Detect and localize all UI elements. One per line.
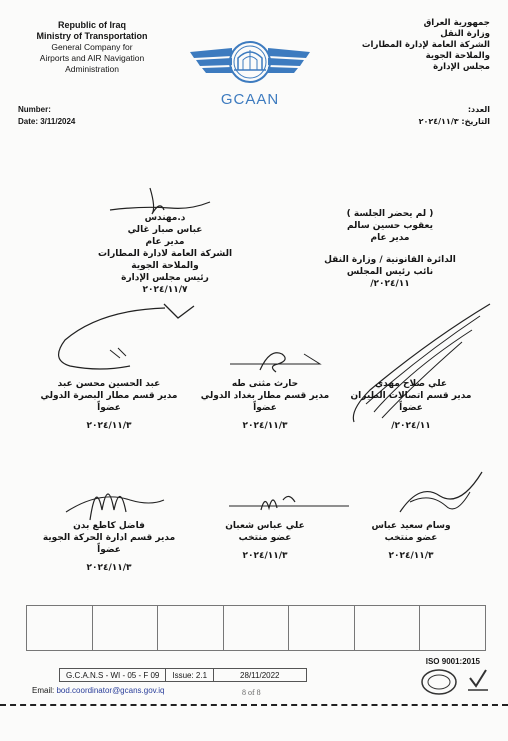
email-line bbox=[32, 686, 165, 695]
reference-ar bbox=[419, 104, 490, 128]
page-edge-divider bbox=[0, 704, 508, 708]
signature-basra bbox=[40, 300, 180, 380]
reference-en bbox=[18, 104, 75, 128]
signatory-position: مدير عام bbox=[145, 237, 185, 247]
signatory-org: الدائرة القانونية / وزارة النقل bbox=[324, 255, 456, 265]
header-en-line2: Ministry of Transportation bbox=[36, 31, 148, 41]
table-cell bbox=[92, 606, 158, 650]
page-number: 8 of 8 bbox=[242, 688, 261, 697]
signatory-note: ( لم يحضر الجلسة ) bbox=[346, 209, 434, 219]
signatory-role: عضواً bbox=[97, 545, 121, 555]
form-code: G.C.A.N.S - WI - 05 - F 09 bbox=[59, 668, 166, 682]
table-cell bbox=[288, 606, 354, 650]
signatory-date: ٢٠٢٤/١١/٣ bbox=[388, 551, 434, 561]
signature-chairman bbox=[100, 180, 220, 230]
signatory-aviation-comm bbox=[336, 378, 486, 432]
logo-text: GCAAN bbox=[220, 91, 280, 108]
signatory-date: ٢٠٢٤/١١/٣ bbox=[242, 421, 288, 431]
signatory-role: عضواً bbox=[399, 403, 423, 413]
header-en-line4: Airports and AIR Navigation bbox=[39, 53, 145, 63]
signatory-basra bbox=[34, 378, 184, 432]
email-label: Email: bbox=[32, 686, 55, 695]
iso-label: ISO 9001:2015 bbox=[425, 657, 480, 666]
header-en-line3: General Company for bbox=[51, 42, 133, 52]
signatory-role: رئيس مجلس الإدارة bbox=[121, 273, 209, 283]
date-label: Date: 3/11/2024 bbox=[18, 117, 76, 126]
signatory-date: ٢٠٢٤/١١/ bbox=[391, 421, 431, 431]
signatory-name: يعقوب حسين سالم bbox=[347, 221, 433, 231]
empty-table bbox=[26, 605, 486, 651]
number-label-ar: العدد: bbox=[467, 105, 490, 114]
signatory-name: علي عباس شعبان bbox=[225, 521, 305, 531]
signature-baghdad bbox=[220, 340, 340, 380]
header-en-line1: Republic of Iraq bbox=[57, 20, 126, 30]
number-label: Number: bbox=[18, 105, 51, 114]
signatory-atc bbox=[34, 520, 184, 574]
table-cell bbox=[27, 606, 92, 650]
signatory-elected-1 bbox=[190, 520, 340, 562]
header-ar-line4: والملاحة الجوية bbox=[425, 51, 490, 61]
date-label-ar: التاريخ: ٢٠٢٤/١١/٣ bbox=[418, 117, 490, 126]
signatory-org: الشركة العامة لادارة المطارات bbox=[97, 249, 233, 259]
signatory-role: عضواً bbox=[97, 403, 121, 413]
table-cell bbox=[157, 606, 223, 650]
signatory-date: ٢٠٢٤/١١/٣ bbox=[86, 563, 132, 573]
table-cell bbox=[354, 606, 420, 650]
signatory-name: عباس صبار غالي bbox=[127, 225, 203, 235]
signature-elected-1 bbox=[225, 488, 355, 518]
header-ar-line1: جمهورية العراق bbox=[423, 18, 490, 28]
header-english bbox=[18, 20, 166, 75]
signatory-date: ٢٠٢٤/١١/٣ bbox=[86, 421, 132, 431]
signatory-elected-2 bbox=[336, 520, 486, 562]
signatory-position: مدير قسم مطار بغداد الدولي bbox=[200, 391, 330, 401]
header-arabic bbox=[330, 18, 490, 73]
signatory-name: علي صلاح مهدي bbox=[374, 379, 448, 389]
signatory-position: عضو منتخب bbox=[384, 533, 438, 543]
table-cell bbox=[419, 606, 485, 650]
certification-check-icon bbox=[466, 668, 490, 694]
signatory-position: مدير عام bbox=[370, 233, 410, 243]
signatory-role: نائب رئيس المجلس bbox=[346, 267, 434, 277]
signatory-position: مدير قسم ادارة الحركة الجوية bbox=[42, 533, 176, 543]
issue-date: 28/11/2022 bbox=[213, 668, 306, 682]
signatory-date: ٢٠٢٤/١١/ bbox=[370, 279, 410, 289]
signatory-date: ٢٠٢٤/١١/٣ bbox=[242, 551, 288, 561]
signatory-position: عضو منتخب bbox=[238, 533, 292, 543]
signatory-position: مدير قسم مطار البصرة الدولي bbox=[40, 391, 178, 401]
form-code-bar bbox=[60, 668, 307, 682]
signatory-name: حارث مثنى طه bbox=[231, 379, 299, 389]
email-link[interactable]: bod.coordinator@gcans.gov.iq bbox=[56, 686, 165, 695]
signatory-date: ٢٠٢٤/١١/٧ bbox=[142, 285, 188, 295]
signatory-title: د.مهندس bbox=[144, 213, 186, 223]
signatory-name: وسام سعيد عباس bbox=[371, 521, 451, 531]
header-ar-line3: الشركة العامة لإدارة المطارات bbox=[361, 40, 490, 50]
signatory-position: مدير قسم اتصالات الطيران bbox=[350, 391, 472, 401]
table-cell bbox=[223, 606, 289, 650]
gcaan-logo bbox=[188, 18, 312, 118]
iso-seal bbox=[420, 668, 458, 696]
header-ar-line5: مجلس الإدارة bbox=[433, 62, 490, 72]
header-en-line5: Administration bbox=[65, 64, 119, 74]
issue-number: Issue: 2.1 bbox=[165, 668, 214, 682]
signatory-role: عضواً bbox=[253, 403, 277, 413]
signatory-name: عبد الحسين محسن عبد bbox=[57, 379, 161, 389]
signatory-name: فاضل كاطع بدن bbox=[73, 521, 145, 531]
signatory-vice-chairman bbox=[300, 208, 480, 290]
header-ar-line2: وزارة النقل bbox=[440, 29, 490, 39]
signatory-baghdad bbox=[190, 378, 340, 432]
signatory-org2: والملاحة الجوية bbox=[131, 261, 199, 271]
